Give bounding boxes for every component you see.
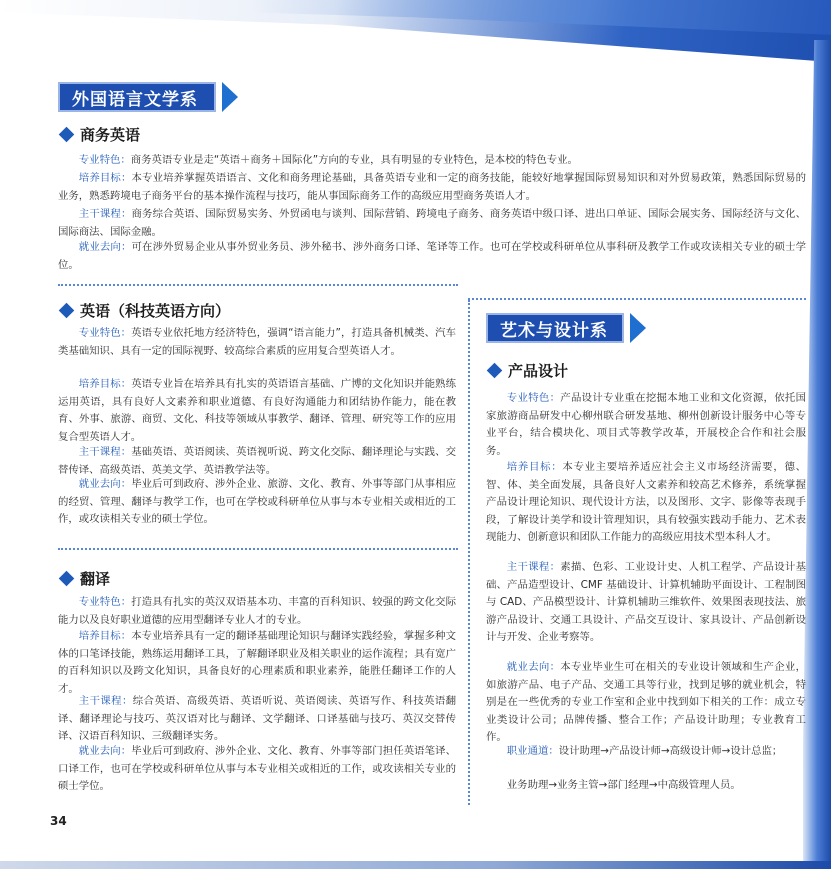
product-design-career-path: 职业通道：设计助理→产品设计师→高级设计师→设计总监； [506, 745, 783, 757]
english-tech-courses: 主干课程：基础英语、英语阅读、英语视听说、跨文化交际、翻译理论与实践、交替传译、高级英语、英美文学、英语教学法等。 [58, 446, 457, 476]
major-name: 商务英语 [80, 126, 141, 144]
major-title-translation [58, 568, 110, 589]
product-design-career: 就业去向：本专业毕业生可在相关的专业设计领域和生产企业，如旅游产品、电子产品、交通工具等行业，找到足够的就业机会，特别是在一些优秀的专业工作室和企业中找到如下相关的工作：成立专业类设计公司；品牌传播、整合工作；产品设计助理；专业教育工作。 [486, 661, 806, 744]
dept-foreign-banner [58, 82, 216, 112]
translation-goal: 培养目标：本专业培养具有一定的翻译基础理论知识与翻译实践经验，掌握多种文体的口笔译技能，熟练运用翻译工具，了解翻译职业及相关职业的运作流程；具有宽广的百科知识以及跨文化知识，具备良好的心理素质和职业素养，能胜任翻译工作的人才。 [58, 630, 457, 695]
dept-art-arrow-icon [630, 313, 646, 343]
diamond-icon [59, 127, 75, 143]
dept-foreign-arrow-icon [222, 82, 238, 112]
product-design-goal: 培养目标：本专业主要培养适应社会主义市场经济需要，德、智、体、美全面发展，具备良好人文素养和较高艺术修养，系统掌握产品设计理论知识、现代设计方法，以及图形、文字、影像等表现手段，了解设计美学和设计管理知识，具有较强实践动手能力、艺术表现能力、创新意识和团队工作能力的高级应用技术型本科人才。 [486, 461, 807, 544]
divider [468, 298, 806, 300]
english-tech-feature: 专业特色：英语专业依托地方经济特色，强调“语言能力”，打造具备机械类、汽车类基础知识、具有一定的国际视野、较高综合素质的应用复合型英语人才。 [58, 327, 457, 357]
product-design-career-path-2: 业务助理→业务主管→部门经理→中高级管理人员。 [506, 779, 741, 791]
major-name: 英语（科技英语方向） [80, 302, 231, 320]
diamond-icon [487, 363, 503, 379]
column-divider [468, 300, 470, 805]
product-design-feature: 专业特色：产品设计专业重在挖掘本地工业和文化资源，依托国家旅游商品研发中心柳州联合研发基地、柳州创新设计服务中心等专业平台，结合模块化、项目式等教学改革，开展校企合作和社会服务。 [486, 392, 806, 457]
translation-career: 就业去向：毕业后可到政府、涉外企业、文化、教育、外事等部门担任英语笔译、口译工作，也可在学校或科研单位从事与本专业相关或相近的工作，或攻读相关专业的硕士学位。 [58, 745, 457, 793]
major-title-english-tech [58, 300, 230, 321]
diamond-icon [59, 571, 75, 587]
translation-courses: 主干课程：综合英语、高级英语、英语听说、英语阅读、英语写作、科技英语翻译、翻译理论与技巧、英汉语对比与翻译、文学翻译、口译基础与技巧、英汉交替传译、汉语百科知识、三级翻译实务。 [58, 695, 457, 743]
translation-feature: 专业特色：打造具有扎实的英汉双语基本功、丰富的百科知识、较强的跨文化交际能力以及良好职业道德的应用型翻译专业人才的专业。 [58, 596, 457, 626]
english-tech-career: 就业去向：毕业后可到政府、涉外企业、旅游、文化、教育、外事等部门从事相应的经贸、管理、翻译与教学工作，也可在学校或科研单位从事与本专业相关或相近的工作，或攻读相关专业的硕士学位。 [58, 478, 457, 526]
divider [58, 284, 458, 286]
english-tech-goal: 培养目标：英语专业旨在培养具有扎实的英语语言基础、广博的文化知识并能熟练运用英语，具有良好人文素养和职业道德、有良好沟通能力和团结协作能力，能在教育、外事、旅游、商贸、文化、科技等领域从事教学、翻译、管理、研究等工作的应用复合型英语人才。 [58, 378, 457, 443]
major-name: 翻译 [80, 570, 111, 588]
dept-foreign-title: 外国语言文学系 [72, 89, 198, 110]
major-title-business-english [58, 124, 140, 145]
major-title-product-design [486, 360, 568, 381]
business-english-career: 就业去向：可在涉外贸易企业从事外贸业务员、涉外秘书、涉外商务口译、笔译等工作。也可在学校或科研单位从事科研及教学工作或攻读相关专业的硕士学位。 [58, 241, 807, 271]
product-design-courses: 主干课程：素描、色彩、工业设计史、人机工程学、产品设计基础、产品造型设计、CMF 基础设计、计算机辅助平面设计、工程制图与 CAD、产品模型设计、计算机辅助三维软件、效果图表现技法、旅游产品设计、交通工具设计、产品交互设计、家具设计、产品创新设计与开发、企业考察等。 [486, 561, 806, 644]
dept-art-title: 艺术与设计系 [500, 320, 608, 341]
dept-art-banner [486, 313, 624, 343]
business-english-feature: 专业特色：商务英语专业是走“英语＋商务＋国际化”方向的专业，具有明显的专业特色，是本校的特色专业。 [78, 154, 578, 166]
right-page-edge [803, 40, 831, 869]
divider [58, 548, 458, 550]
page-number: 34 [50, 814, 67, 828]
major-name: 产品设计 [508, 362, 569, 380]
diamond-icon [59, 303, 75, 319]
business-english-goal: 培养目标：本专业培养掌握英语语言、文化和商务理论基础，具备英语专业和一定的商务技能，能较好地掌握国际贸易知识和对外贸易政策，熟悉国际贸易的业务，熟悉跨境电子商务平台的基本操作流程与技巧，能从事国际商务工作的高级应用型商务英语人才。 [58, 172, 807, 202]
business-english-courses: 主干课程：商务综合英语、国际贸易实务、外贸函电与谈判、国际营销、跨境电子商务、商务英语中级口译、进出口单证、国际会展实务、国际经济与文化、国际商法、国际金融。 [58, 208, 807, 238]
bottom-page-edge [0, 861, 831, 869]
